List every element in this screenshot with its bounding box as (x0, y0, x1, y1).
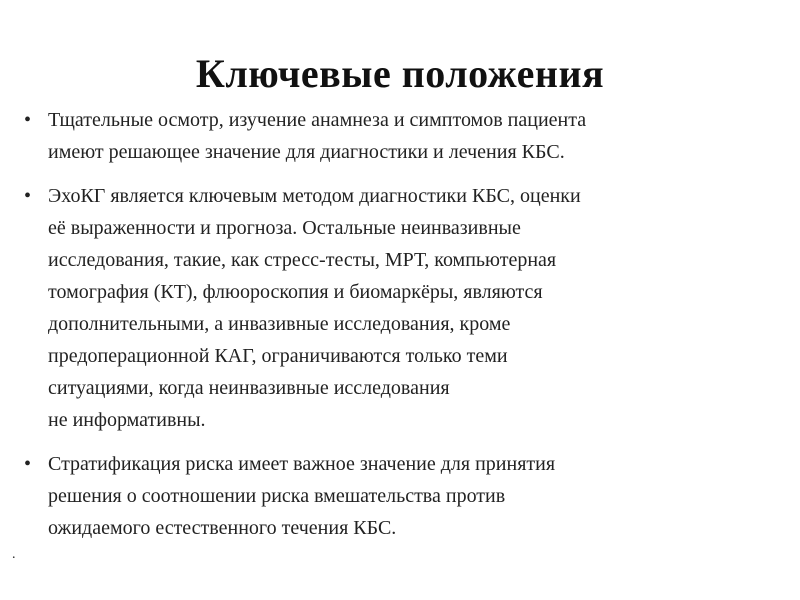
bullet-text-risk-stratification: Стратификация риска имеет важное значение для принятия решения о соотношении риска вмешательства против ожидаемого естественного течения КБС. (48, 453, 556, 539)
list-item (22, 104, 762, 168)
list-item (22, 448, 762, 544)
footer-mark: . (12, 547, 16, 562)
list-item (22, 180, 762, 436)
slide-title: Ключевые положения (195, 51, 605, 96)
bullet-marker: • (24, 453, 32, 475)
bullet-list (22, 104, 762, 556)
bullet-text-examination: Тщательные осмотр, изучение анамнеза и симптомов пациента имеют решающее значение для диагностики и лечения КБС. (48, 109, 587, 163)
bullet-marker: • (24, 185, 32, 207)
bullet-marker: • (24, 109, 32, 131)
bullet-text-echocardiography: ЭхоКГ является ключевым методом диагностики КБС, оценки её выраженности и прогноза. Остальные неинвазивные исследования, такие, как стресс-тесты, МРТ, компьютерная томография (КТ), флюороскопия и биомаркёры, являются дополнительными, а инвазивные исследования, кроме предоперационной КАГ, ограничиваются только теми ситуациями, когда неинвазивные исследования не информативны. (48, 185, 581, 431)
